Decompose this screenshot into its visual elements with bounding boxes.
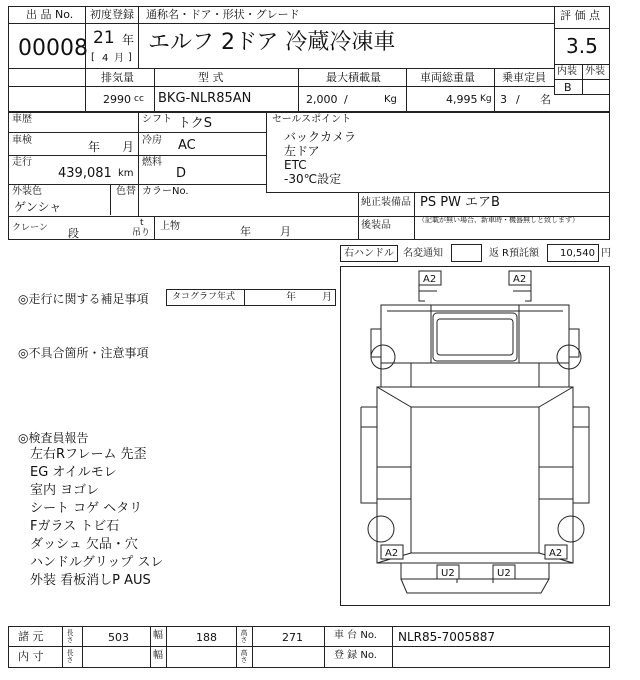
color-change-label: 色替 xyxy=(116,186,136,197)
displacement-value: 2990 xyxy=(103,93,131,106)
capacity-unit: 名 xyxy=(540,93,551,106)
inspector-item: ハンドルグリップ スレ xyxy=(30,555,164,570)
footer-frame xyxy=(8,626,610,668)
cab-roof xyxy=(381,305,569,363)
inspector-item: 外装 看板消しP AUS xyxy=(30,573,151,588)
recycle-unit: 円 xyxy=(601,248,611,259)
inspection-year-unit: 年 xyxy=(88,140,101,154)
length-label: 長さ xyxy=(66,629,74,643)
inspector-item: Fガラス トビ石 xyxy=(30,519,120,534)
factory-equipment-label: 純正装備品 xyxy=(361,197,411,208)
tacho-label: タコグラフ年式 xyxy=(172,292,236,302)
sales-point-item: -30℃設定 xyxy=(284,172,342,186)
inspector-item: シート コゲ ヘタリ xyxy=(30,501,143,516)
inspector-item: 室内 ヨゴレ xyxy=(30,483,100,498)
cargo-box xyxy=(377,387,573,563)
first-reg-year: 21 xyxy=(93,28,115,48)
rear-right-wheel xyxy=(558,516,584,542)
first-reg-year-unit: 年 xyxy=(122,33,135,47)
mileage-unit: km xyxy=(118,168,134,179)
ac-label: 冷房 xyxy=(142,135,162,146)
cab-front xyxy=(381,363,569,387)
height-label: 高さ xyxy=(240,629,248,643)
first-reg-month: 4 xyxy=(102,53,109,64)
damage-mark: U2 xyxy=(497,568,511,579)
max-load-slash: / xyxy=(344,93,348,106)
damage-diagram xyxy=(340,266,610,606)
inspector-item: EG オイルモレ xyxy=(30,465,117,480)
crane-ton-unit: 吊り xyxy=(132,228,151,238)
length-value: 503 xyxy=(108,631,129,644)
max-load-label: 最大積載量 xyxy=(326,71,381,84)
inspection-month-unit: 月 xyxy=(122,140,135,154)
sales-point-item: 左ドア xyxy=(284,144,320,158)
width-label-2: 幅 xyxy=(153,650,163,661)
tacho-year-unit: 年 xyxy=(286,292,296,303)
tacho-month-unit: 月 xyxy=(322,292,332,303)
defects-label: ◎不具合箇所・注意事項 xyxy=(18,346,149,360)
meter-change-label: 名変通知 xyxy=(403,248,443,259)
height-value: 271 xyxy=(282,631,303,644)
ext-color-value: ゲンシャ xyxy=(14,200,62,214)
sales-point-label: セールスポイント xyxy=(272,114,352,125)
inspector-item: 左右Rフレーム 先歪 xyxy=(30,447,147,462)
meter-change-box xyxy=(451,244,482,262)
cargo-year-unit: 年 xyxy=(240,225,251,238)
shift-value: トクS xyxy=(178,116,212,131)
gross-weight-unit: Kg xyxy=(480,94,492,104)
displacement-label: 排気量 xyxy=(101,71,134,84)
damage-mark: A2 xyxy=(549,548,563,559)
crane-ton-unit-top: t xyxy=(140,218,144,228)
model-name: エルフ 2ドア 冷蔵冷凍車 xyxy=(148,30,396,55)
sales-point-item: バックカメラ xyxy=(284,130,357,144)
first-reg-month-bracket-close: ] xyxy=(128,52,132,63)
mileage-label: 走行 xyxy=(12,157,32,168)
crane-stage-unit: 段 xyxy=(68,227,79,240)
recycle-prefix: 返 xyxy=(489,248,499,259)
truck-diagram xyxy=(341,267,609,605)
inspector-item: ダッシュ 欠品・穴 xyxy=(30,537,138,552)
aftermarket-label: 後装品 xyxy=(361,220,391,231)
model-code: BKG-NLR85AN xyxy=(158,91,252,106)
sales-point-item: ETC xyxy=(284,158,307,172)
factory-equipment: PS PW エアB xyxy=(420,195,500,210)
width-value: 188 xyxy=(196,631,217,644)
crane-label: クレーン xyxy=(12,223,48,233)
first-reg-month-bracket: [ xyxy=(91,52,95,63)
ext-color-label: 外装色 xyxy=(12,186,42,197)
run-notes-label: ◎走行に関する補足事項 xyxy=(18,292,149,306)
reg-no-label: 登 録 No. xyxy=(334,650,377,661)
mileage-value: 439,081 xyxy=(58,166,112,181)
grade-value: 3.5 xyxy=(566,34,598,58)
damage-mark: A2 xyxy=(513,274,527,285)
gross-weight-value: 4,995 xyxy=(446,93,478,106)
height-label-2: 高さ xyxy=(240,649,248,663)
first-reg-label: 初度登録 xyxy=(90,8,134,21)
lot-no: 00008 xyxy=(18,36,88,61)
max-load-value: 2,000 xyxy=(306,93,338,106)
color-no-label: カラーNo. xyxy=(142,186,189,197)
history-label: 車歴 xyxy=(12,114,32,125)
first-reg-month-unit: 月 xyxy=(114,53,124,64)
shift-label: シフト xyxy=(142,114,172,125)
grade-label: 評 価 点 xyxy=(560,9,600,22)
damage-mark: A2 xyxy=(423,274,437,285)
rear-left-wheel xyxy=(368,516,394,542)
capacity-slash: / xyxy=(516,93,520,106)
aftermarket-note: （記載が無い場合、新車時・機器無しと致します） xyxy=(418,216,579,224)
interior-dims-label: 内 寸 xyxy=(18,650,44,663)
inspection-label: 車検 xyxy=(12,135,32,146)
capacity-value: 3 xyxy=(500,93,507,106)
rear-bumper xyxy=(401,563,549,579)
damage-mark: A2 xyxy=(385,548,399,559)
damage-mark: U2 xyxy=(441,568,455,579)
handle-side: 右ハンドル xyxy=(344,248,394,259)
fuel-label: 燃料 xyxy=(142,157,162,168)
recycle-label: R預託額 xyxy=(502,248,539,259)
chassis-value: NLR85-7005887 xyxy=(398,630,496,644)
fuel-value: D xyxy=(176,166,187,181)
exterior-grade-label: 外装 xyxy=(585,66,605,77)
dims-label: 諸 元 xyxy=(18,630,44,643)
width-label: 幅 xyxy=(153,630,163,641)
length-label-2: 長さ xyxy=(66,649,74,663)
chassis-label: 車 台 No. xyxy=(334,630,377,641)
model-name-label: 通称名・ドア・形状・グレード xyxy=(146,8,300,21)
max-load-unit: Kg xyxy=(384,94,397,105)
ac-value: AC xyxy=(178,138,196,153)
model-code-label: 型 式 xyxy=(198,71,224,84)
displacement-unit: cc xyxy=(134,94,144,104)
capacity-label: 乗車定員 xyxy=(502,71,546,84)
cargo-month-unit: 月 xyxy=(280,225,291,238)
lot-no-label: 出 品 No. xyxy=(26,8,74,21)
interior-grade-label: 内装 xyxy=(557,66,577,77)
cargo-label: 上物 xyxy=(160,221,180,232)
recycle-value: 10,540 xyxy=(560,248,595,259)
interior-grade: B xyxy=(564,81,572,94)
inspector-label: ◎検査員報告 xyxy=(18,431,89,445)
gross-weight-label: 車両総重量 xyxy=(420,71,475,84)
